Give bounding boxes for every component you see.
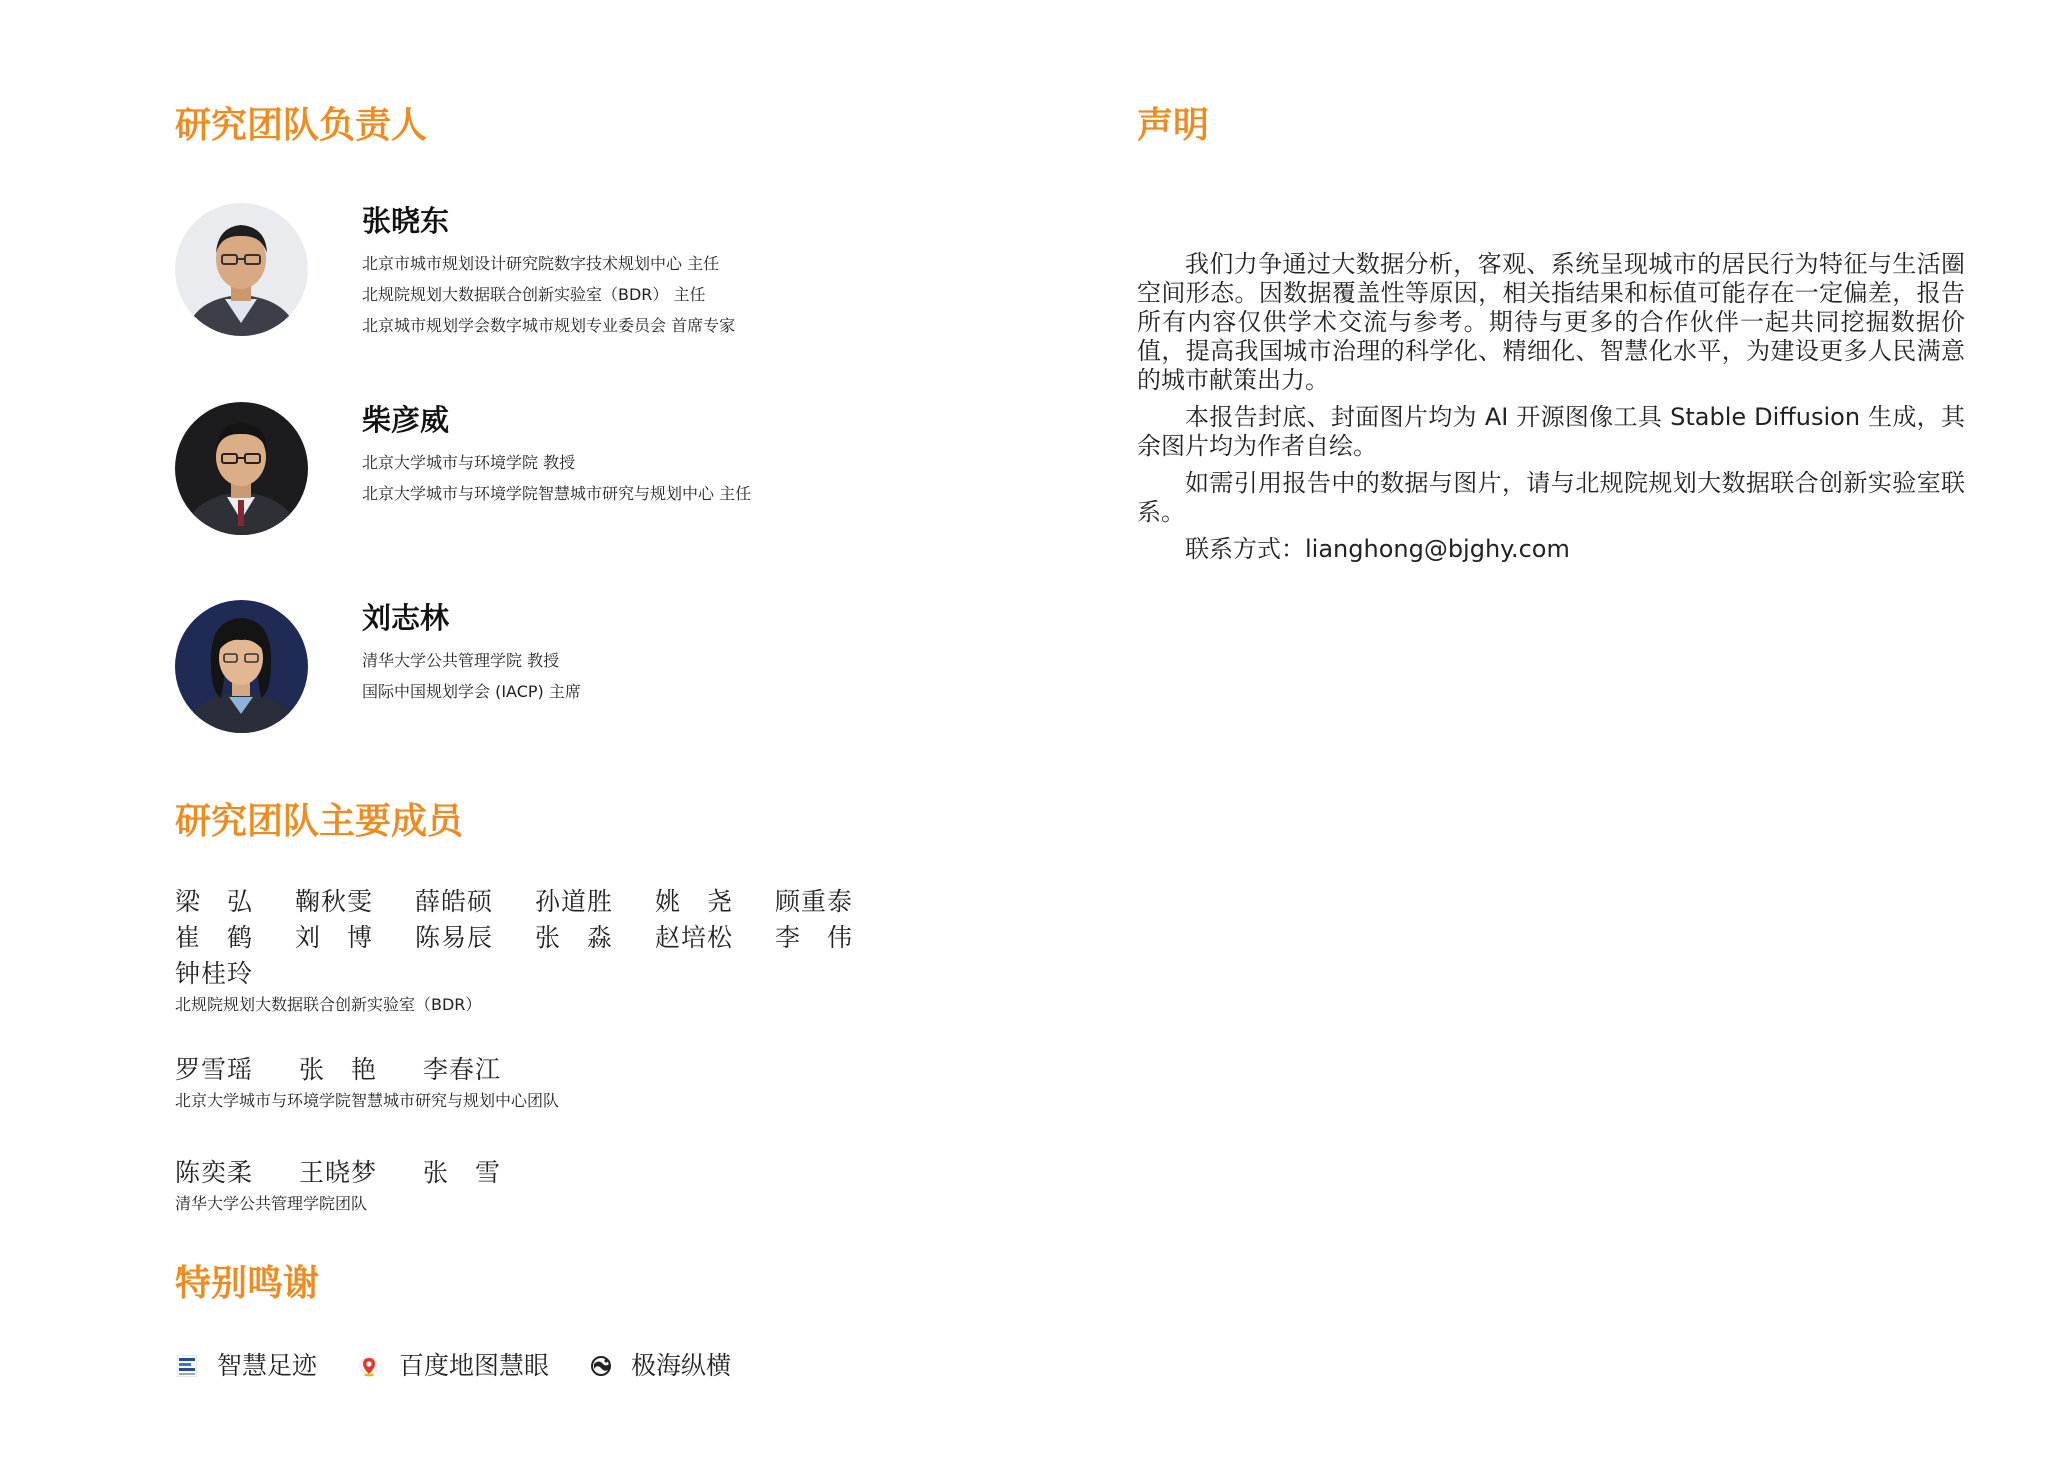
leaders-heading: 研究团队负责人: [175, 105, 428, 146]
member-name: 顾重泰: [775, 887, 854, 916]
thanks-item: [175, 1348, 317, 1384]
leader-role: 国际中国规划学会 (IACP) 主席: [362, 682, 581, 701]
member-name: 孙道胜: [535, 887, 614, 916]
jihai-logo-icon: [589, 1354, 613, 1378]
member-name: 赵培松: [655, 923, 734, 952]
leader-role: 北规院规划大数据联合创新实验室（BDR） 主任: [362, 285, 706, 304]
member-name: 陈易辰: [415, 923, 494, 952]
thanks-label: 百度地图慧眼: [399, 1351, 550, 1380]
member-name: 张 艳: [299, 1055, 378, 1084]
leader-role: 北京城市规划学会数字城市规划专业委员会 首席专家: [362, 316, 736, 335]
member-name: 李春江: [423, 1055, 502, 1084]
member-name: 张 雪: [423, 1158, 502, 1187]
thanks-item: [589, 1348, 731, 1384]
member-affiliation: 北京大学城市与环境学院智慧城市研究与规划中心团队: [175, 1091, 560, 1110]
baidu-map-pin-icon: [357, 1354, 381, 1378]
member-name: 薛皓硕: [415, 887, 494, 916]
leader-roles: [362, 645, 581, 707]
statement-paragraph: 本报告封底、封面图片均为 AI 开源图像工具 Stable Diffusion 生成，其余图片均为作者自绘。: [1137, 403, 1965, 460]
leader-role: 北京市城市规划设计研究院数字技术规划中心 主任: [362, 254, 720, 273]
member-row: [175, 884, 895, 920]
member-group: [175, 884, 895, 1018]
leader-card: [175, 203, 875, 343]
leader-roles: [362, 447, 751, 509]
leader-roles: [362, 248, 735, 341]
smart-footprint-logo-icon: [175, 1354, 199, 1378]
leader-name: 张晓东: [362, 204, 450, 238]
member-name: 罗雪瑶: [175, 1055, 254, 1084]
member-row: [175, 1155, 895, 1191]
members-heading: 研究团队主要成员: [175, 801, 464, 842]
member-name: 姚 尧: [655, 887, 734, 916]
member-affiliation: 清华大学公共管理学院团队: [175, 1194, 368, 1213]
member-group: [175, 1155, 895, 1217]
thanks-list: [175, 1348, 771, 1384]
thanks-heading: 特别鸣谢: [175, 1263, 320, 1304]
avatar: [175, 600, 308, 733]
member-name: 陈奕柔: [175, 1158, 254, 1187]
member-affiliation: 北规院规划大数据联合创新实验室（BDR）: [175, 995, 482, 1014]
member-name: 崔 鹤: [175, 923, 254, 952]
leader-card: [175, 600, 875, 740]
leader-name: 刘志林: [362, 601, 450, 635]
statement-paragraph: 如需引用报告中的数据与图片，请与北规院规划大数据联合创新实验室联系。: [1137, 469, 1965, 526]
member-row: [175, 920, 895, 956]
statement-heading: 声明: [1137, 105, 1210, 146]
member-group: [175, 1052, 895, 1114]
member-name: 李 伟: [775, 923, 854, 952]
thanks-label: 极海纵横: [631, 1351, 732, 1380]
member-name: 张 淼: [535, 923, 614, 952]
member-row: [175, 1052, 895, 1088]
member-name: 王晓梦: [299, 1158, 378, 1187]
statement-body: [1137, 250, 1965, 572]
leader-card: [175, 402, 875, 542]
leader-name: 柴彦威: [362, 403, 450, 437]
member-name: 鞠秋雯: [295, 887, 374, 916]
contact-line: 联系方式：lianghong@bjghy.com: [1185, 535, 1570, 563]
member-row: [175, 956, 895, 992]
thanks-item: [357, 1348, 549, 1384]
leader-role: 清华大学公共管理学院 教授: [362, 651, 560, 670]
member-name: 刘 博: [295, 923, 374, 952]
leader-role: 北京大学城市与环境学院智慧城市研究与规划中心 主任: [362, 484, 752, 503]
avatar: [175, 203, 308, 336]
leader-role: 北京大学城市与环境学院 教授: [362, 453, 576, 472]
thanks-label: 智慧足迹: [217, 1351, 318, 1380]
avatar: [175, 402, 308, 535]
member-name: 梁 弘: [175, 887, 254, 916]
member-name: 钟桂玲: [175, 959, 254, 988]
statement-paragraph: 我们力争通过大数据分析，客观、系统呈现城市的居民行为特征与生活圈空间形态。因数据覆盖性等原因，相关指结果和标值可能存在一定偏差，报告所有内容仅供学术交流与参考。期待与更多的合作伙伴一起共同挖掘数据价值，提高我国城市治理的科学化、精细化、智慧化水平，为建设更多人民满意的城市献策出力。: [1137, 250, 1965, 394]
